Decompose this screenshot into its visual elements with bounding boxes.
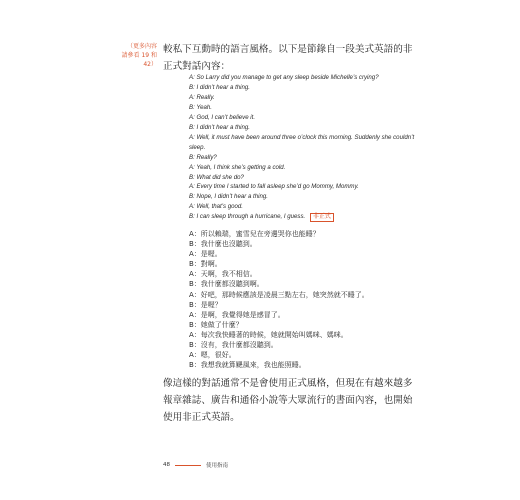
dialogue-line: B：她做了什麼？ [189, 320, 243, 329]
dialogue-line: B：我什麼都沒聽到啊。 [189, 280, 264, 289]
footer-rule [175, 465, 201, 466]
dialogue-line: B：我什麼也沒聽到。 [189, 240, 257, 249]
dialogue-line: B：沒有，我什麼都沒聽到。 [189, 341, 278, 350]
margin-note [103, 42, 157, 69]
dialogue-line: B: Nope, I didn’t hear a thing. [189, 193, 268, 201]
dialogue-line: A：好吧，那時候應該是凌晨三點左右，她突然就不睡了。 [189, 290, 369, 299]
dialogue-line: A：嗯，很好。 [189, 351, 236, 360]
page-footer [163, 461, 228, 469]
dialogue-line: B：是喔？ [189, 300, 222, 309]
dialogue-line: B: I didn’t hear a thing. [189, 83, 250, 91]
informal-tag: 非正式 [310, 213, 334, 222]
dialogue-line-last [189, 212, 429, 222]
dialogue-line: A: God, I can’t believe it. [189, 113, 256, 121]
dialogue-line: B：我想我就算颶風來，我也能照睡。 [189, 361, 306, 370]
dialogue-line: B: What did she do? [189, 173, 244, 181]
english-dialogue [189, 73, 429, 222]
page-number: 48 [163, 462, 170, 468]
dialogue-line: A：每次我快睡著的時候，她就開始叫媽咪、媽咪。 [189, 330, 348, 339]
closing-paragraph: 像這樣的對話通常不是會使用正式風格，但現在有越來越多報章雜誌、廣告和通俗小說等大眾流行的書面內容，也開始使用非正式英語。 [163, 378, 413, 423]
margin-note-line: 42） [143, 61, 157, 68]
dialogue-line: A: Every time I started to fall asleep she’d go Mommy, Mommy. [189, 183, 359, 191]
margin-note-line: （更多內容 [126, 43, 157, 50]
dialogue-line: A: Yeah, I think she’s getting a cold. [189, 163, 286, 171]
dialogue-line-text: B: I can sleep through a hurricane, I guess. [189, 213, 306, 221]
dialogue-line: A: Well, it must have been around three o’clock this morning. Suddenly she couldn’t sleep. [189, 133, 415, 151]
dialogue-line: B: I didn’t hear a thing. [189, 123, 250, 131]
dialogue-line: A: Really. [189, 93, 215, 101]
intro-paragraph: 較私下互動時的語言風格。以下是節錄自一段美式英語的非正式對話內容： [163, 44, 413, 72]
dialogue-line: B：對啊。 [189, 260, 222, 269]
margin-note-line: 請參看 19 和 [121, 52, 157, 59]
dialogue-line: A：是喔。 [189, 250, 222, 259]
dialogue-line: B: Yeah. [189, 103, 212, 111]
dialogue-line: B: Really? [189, 153, 217, 161]
chinese-dialogue [189, 229, 429, 370]
section-title: 使用指南 [206, 463, 229, 469]
dialogue-line: A：天啊，我不相信。 [189, 270, 257, 279]
dialogue-line: A: Well, that’s good. [189, 203, 243, 211]
dialogue-line: A：是啊，我覺得她是感冒了。 [189, 310, 285, 319]
dialogue-line: A: So Larry did you manage to get any sleep beside Michelle’s crying? [189, 74, 379, 81]
dialogue-line: A：所以賴瑞，蜜雪兒在旁邊哭你也能睡？ [189, 230, 320, 238]
